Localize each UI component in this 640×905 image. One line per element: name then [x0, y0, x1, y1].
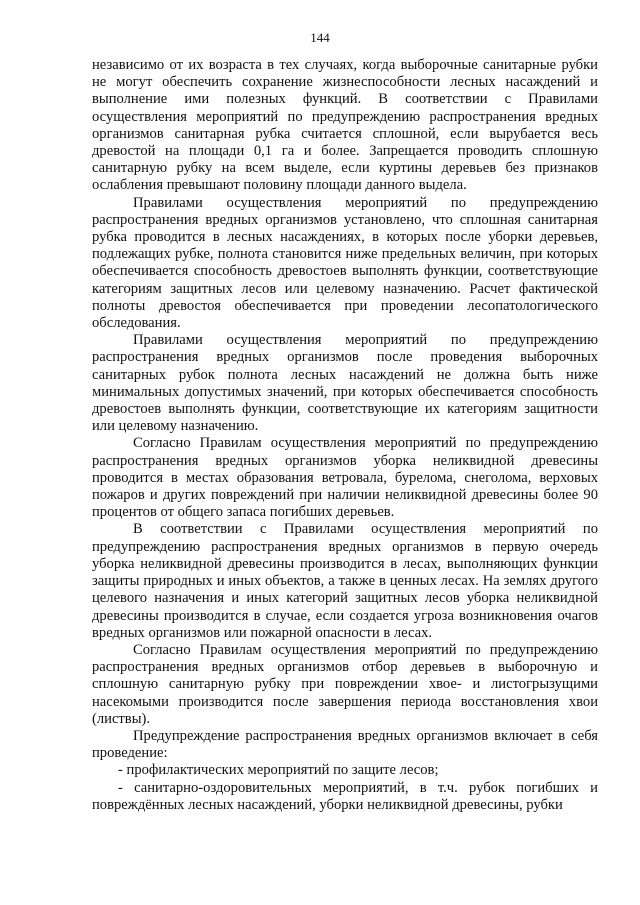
paragraph-7: Предупреждение распространения вредных организмов включает в себя проведение: — [92, 727, 598, 762]
list-item: - санитарно-оздоровительных мероприятий, в т.ч. рубок погибших и повреждённых лесных насаждений, уборки неликвидной древесины, рубки — [92, 779, 598, 813]
paragraph-5: В соответствии с Правилами осуществления мероприятий по предупреждению распространения вредных организмов в первую очередь уборка неликвидной древесины производится в лесах, выполняющих функции защиты природных и иных объектов, а также в ценных лесах. На землях другого целевого назначения и иных категорий защитных лесов уборка неликвидной древесины производится в случае, если создается угроза возникновения очагов вредных организмов или пожарной опасности в лесах. — [92, 521, 598, 641]
paragraph-6: Согласно Правилам осуществления мероприятий по предупреждению распространения вредных организмов отбор деревьев в выборочную и сплошную санитарную рубку при повреждении хвое- и листогрызущими насекомыми производится после завершения периода восстановления хвои (листвы). — [92, 641, 598, 727]
page-number: 144 — [310, 30, 330, 45]
paragraph-1: независимо от их возраста в тех случаях, когда выборочные санитарные рубки не могут обеспечить сохранение жизнеспособности лесных насаждений и выполнение ими полезных функций. В соответствии с Правилами осуществления мероприятий по предупреждению распространения вредных организмов санитарная рубка считается сплошной, если вырубается весь древостой на площади 0,1 га и более. Запрещается проводить сплошную санитарную рубку на всем выделе, если куртины деревьев без признаков ослабления превышают половину площади данного выдела. — [92, 57, 598, 194]
list-item: - профилактических мероприятий по защите лесов; — [118, 762, 439, 779]
paragraph-4: Согласно Правилам осуществления мероприятий по предупреждению распространения вредных организмов уборка неликвидной древесины проводится в местах образования ветровала, бурелома, снеголома, верховых пожаров и других повреждений при наличии неликвидной древесины более 90 процентов от общего запаса погибших деревьев. — [92, 435, 598, 521]
paragraph-2: Правилами осуществления мероприятий по предупреждению распространения вредных организмов установлено, что сплошная санитарная рубка проводится в лесных насаждениях, в которых после уборки деревьев, подлежащих рубке, полнота становится ниже предельных величин, при которых обеспечивается способность древостоев выполнять функции, соответствующие категориям защитных лесов или целевому назначению. Расчет фактической полноты древостоя обеспечивается при проведении лесопатологического обследования. — [92, 194, 598, 332]
paragraph-3: Правилами осуществления мероприятий по предупреждению распространения вредных организмов после проведения выборочных санитарных рубок полнота лесных насаждений не должна быть ниже минимальных допустимых значений, при которых обеспечивается способность древостоев выполнять функции, соответствующие их категориям защитности или целевому назначению. — [92, 332, 598, 435]
document-body — [92, 57, 598, 814]
